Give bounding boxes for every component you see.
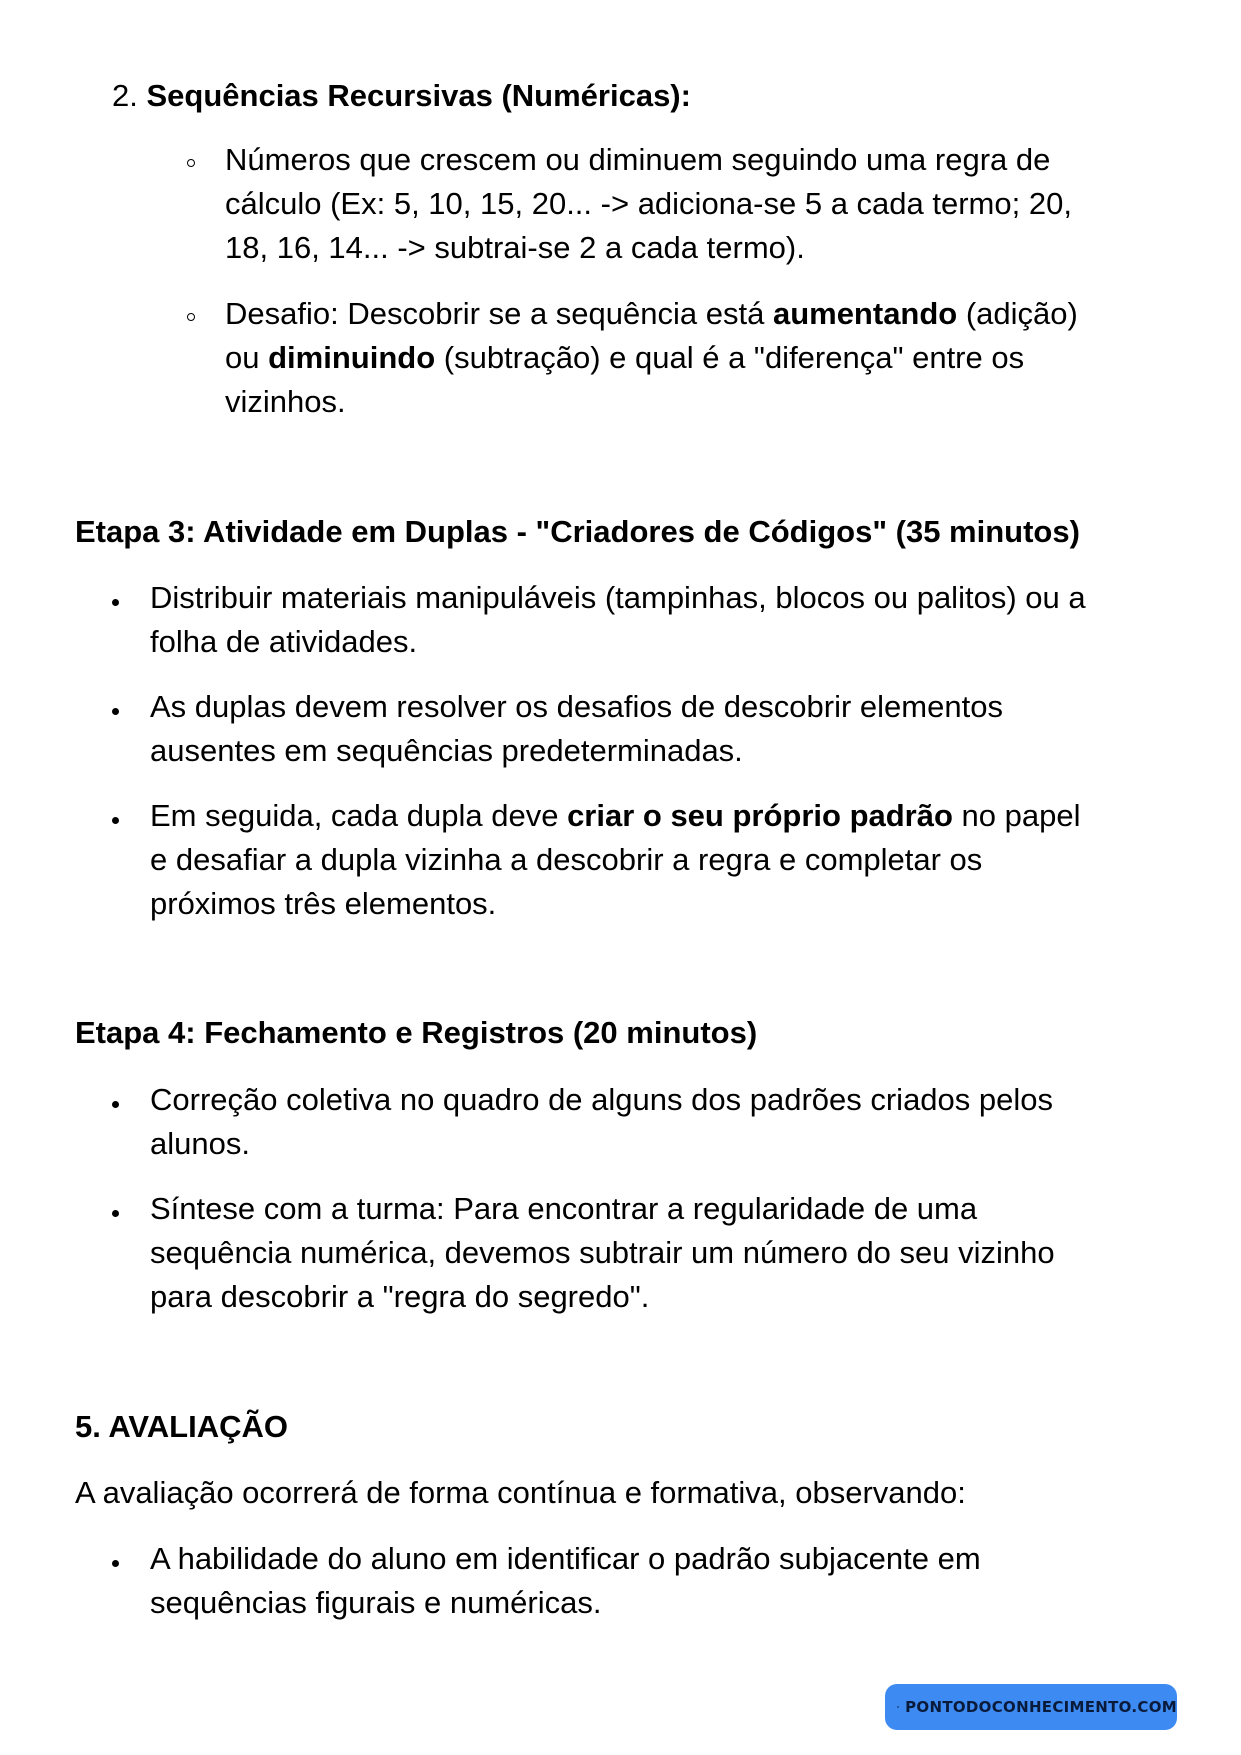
sub-item-line: vizinhos. bbox=[225, 384, 346, 419]
bullet-dot-icon bbox=[112, 1560, 119, 1567]
graduation-book-icon bbox=[897, 1693, 899, 1721]
badge-text: PONTODOCONHECIMENTO.COM bbox=[905, 1698, 1177, 1716]
list-item-line: Em seguida, cada dupla deve criar o seu próprio padrão no papel bbox=[150, 798, 1081, 833]
list-item-line: folha de atividades. bbox=[150, 624, 418, 659]
list-item-line: Distribuir materiais manipuláveis (tampinhas, blocos ou palitos) ou a bbox=[150, 580, 1086, 615]
list-item-line: A habilidade do aluno em identificar o padrão subjacente em bbox=[150, 1541, 981, 1576]
bullet-dot-icon bbox=[112, 599, 119, 606]
list-item-line: Síntese com a turma: Para encontrar a regularidade de uma bbox=[150, 1191, 978, 1226]
section-title: Sequências Recursivas (Numéricas): bbox=[146, 78, 691, 113]
circle-bullet-icon bbox=[187, 313, 195, 321]
avaliacao-intro: A avaliação ocorrerá de forma contínua e formativa, observando: bbox=[75, 1475, 966, 1510]
bullet-dot-icon bbox=[112, 817, 119, 824]
list-item-line: alunos. bbox=[150, 1126, 250, 1161]
list-item-line: ausentes em sequências predeterminadas. bbox=[150, 733, 743, 768]
list-item-line: sequências figurais e numéricas. bbox=[150, 1585, 602, 1620]
list-item-line: As duplas devem resolver os desafios de descobrir elementos bbox=[150, 689, 1003, 724]
list-item-line: próximos três elementos. bbox=[150, 886, 497, 921]
sub-item-line: 18, 16, 14... -> subtrai-se 2 a cada termo). bbox=[225, 230, 805, 265]
avaliacao-heading: 5. AVALIAÇÃO bbox=[75, 1409, 288, 1444]
list-item-line: Correção coletiva no quadro de alguns dos padrões criados pelos bbox=[150, 1082, 1054, 1117]
bullet-dot-icon bbox=[112, 1101, 119, 1108]
etapa3-heading: Etapa 3: Atividade em Duplas - "Criadores de Códigos" (35 minutos) bbox=[75, 514, 1080, 549]
circle-bullet-icon bbox=[187, 159, 195, 167]
bullet-dot-icon bbox=[112, 708, 119, 715]
sub-item-line: cálculo (Ex: 5, 10, 15, 20... -> adiciona-se 5 a cada termo; 20, bbox=[225, 186, 1072, 221]
list-number: 2. Sequências Recursivas (Numéricas): bbox=[112, 78, 691, 113]
bullet-dot-icon bbox=[112, 1210, 119, 1217]
etapa4-heading: Etapa 4: Fechamento e Registros (20 minutos) bbox=[75, 1015, 758, 1050]
site-badge[interactable] bbox=[885, 1684, 1177, 1730]
list-item-line: sequência numérica, devemos subtrair um número do seu vizinho bbox=[150, 1235, 1055, 1270]
list-item-line: e desafiar a dupla vizinha a descobrir a regra e completar os bbox=[150, 842, 983, 877]
sub-item-line: Desafio: Descobrir se a sequência está aumentando (adição) bbox=[225, 296, 1078, 331]
sub-item-line: Números que crescem ou diminuem seguindo uma regra de bbox=[225, 142, 1051, 177]
sub-item-line: ou diminuindo (subtração) e qual é a "diferença" entre os bbox=[225, 340, 1025, 375]
list-item-line: para descobrir a "regra do segredo". bbox=[150, 1279, 650, 1314]
